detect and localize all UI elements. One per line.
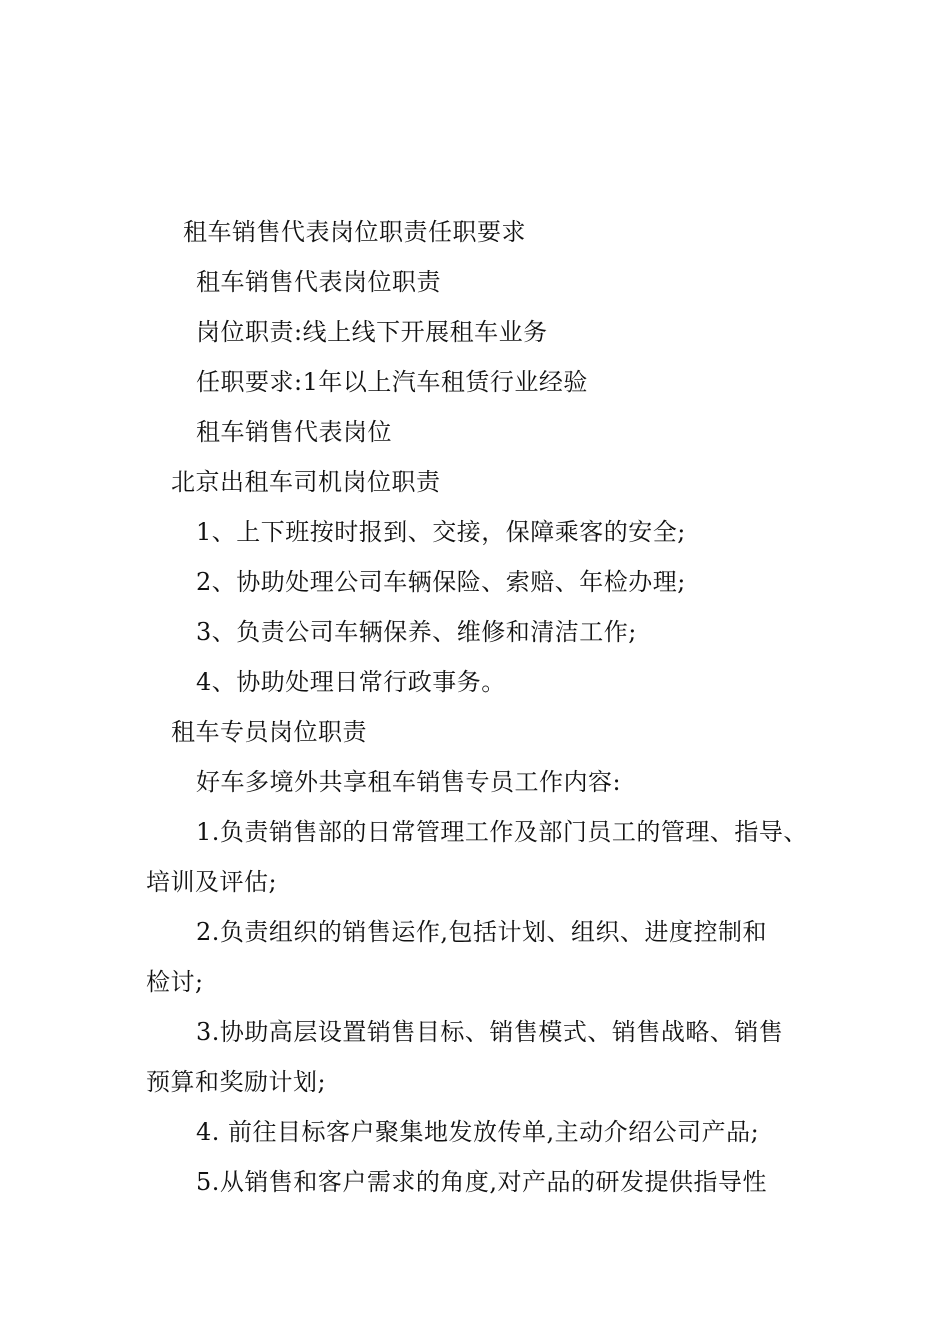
list-item-continuation: 培训及评估; <box>146 868 278 896</box>
list-item: 2、协助处理公司车辆保险、索赔、年检办理; <box>196 568 686 596</box>
list-item: 2.负责组织的销售运作,包括计划、组织、进度控制和 <box>196 918 768 946</box>
section-heading-taxi-driver: 北京出租车司机岗位职责 <box>171 468 441 496</box>
rental-specialist-intro: 好车多境外共享租车销售专员工作内容: <box>196 768 622 796</box>
sales-rep-position: 租车销售代表岗位 <box>196 418 392 446</box>
sales-rep-duty: 岗位职责:线上线下开展租车业务 <box>196 318 548 346</box>
list-item: 1.负责销售部的日常管理工作及部门员工的管理、指导、 <box>196 818 808 846</box>
list-item: 1、上下班按时报到、交接，保障乘客的安全; <box>196 518 686 546</box>
list-item: 3.协助高层设置销售目标、销售模式、销售战略、销售 <box>196 1018 784 1046</box>
list-item: 4、协助处理日常行政事务。 <box>196 668 506 696</box>
list-item: 4. 前往目标客户聚集地发放传单,主动介绍公司产品; <box>196 1118 760 1146</box>
list-item-continuation: 预算和奖励计划; <box>146 1068 327 1096</box>
section-heading-rental-specialist: 租车专员岗位职责 <box>171 718 367 746</box>
document-title: 租车销售代表岗位职责任职要求 <box>183 218 526 246</box>
list-item-continuation: 检讨; <box>146 968 204 996</box>
list-item: 5.从销售和客户需求的角度,对产品的研发提供指导性 <box>196 1168 768 1196</box>
sales-rep-requirement: 任职要求:1年以上汽车租赁行业经验 <box>196 368 588 396</box>
section-heading-sales-rep: 租车销售代表岗位职责 <box>196 268 441 296</box>
list-item: 3、负责公司车辆保养、维修和清洁工作; <box>196 618 637 646</box>
